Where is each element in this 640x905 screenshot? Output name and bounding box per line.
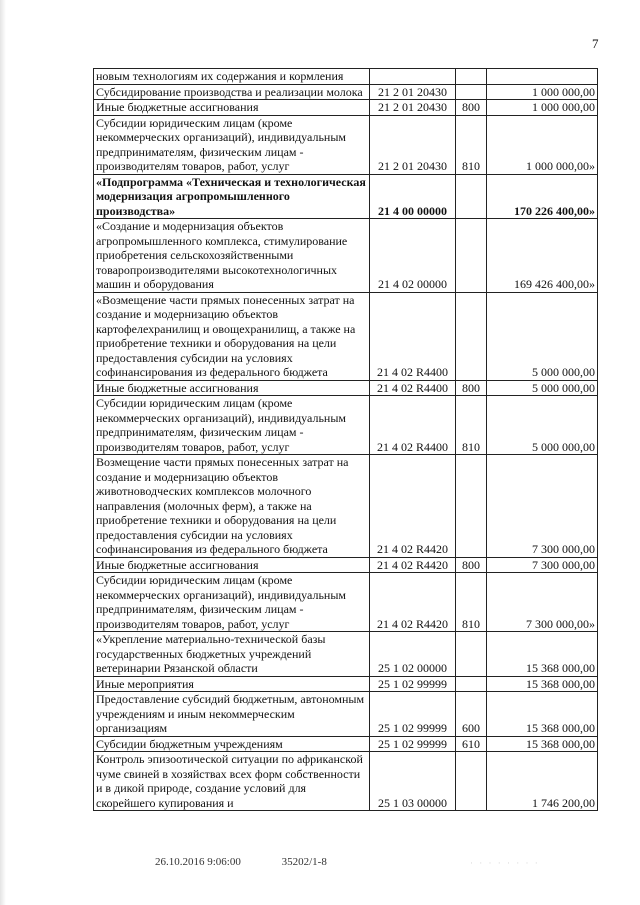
table-row <box>94 455 598 558</box>
row-expense-type: 810 <box>456 396 487 455</box>
row-sum: 15 368 000,00 <box>487 692 598 737</box>
row-expense-type <box>456 632 487 677</box>
row-name: Иные мероприятия <box>94 676 370 692</box>
table-row <box>94 752 598 811</box>
row-code: 21 2 01 20430 <box>370 100 456 116</box>
row-sum: 15 368 000,00 <box>487 676 598 692</box>
row-name: «Возмещение части прямых понесенных затрат на создание и модернизацию объектов картофелехранилищ и овощехранилищ, а также на приобретение техники и оборудования на цели предоставления субсидии на условиях софинансирования из федерального бюджета <box>94 292 370 380</box>
row-expense-type: 800 <box>456 557 487 573</box>
row-name: Предоставление субсидий бюджетным, автономным учреждениям и иным некоммерческим организациям <box>94 692 370 737</box>
row-name: Иные бюджетные ассигнования <box>94 380 370 396</box>
table-row <box>94 292 598 380</box>
row-sum: 5 000 000,00 <box>487 292 598 380</box>
row-expense-type <box>456 455 487 558</box>
row-code: 21 4 00 00000 <box>370 174 456 219</box>
table-row <box>94 100 598 116</box>
row-code: 21 4 02 R4420 <box>370 455 456 558</box>
table-row <box>94 676 598 692</box>
row-sum: 15 368 000,00 <box>487 632 598 677</box>
row-sum: 170 226 400,00» <box>487 174 598 219</box>
row-sum: 5 000 000,00 <box>487 396 598 455</box>
row-expense-type: 600 <box>456 692 487 737</box>
row-code: 21 2 01 20430 <box>370 84 456 100</box>
footer-date: 26.10.2016 9:06:00 <box>155 856 241 868</box>
row-name: Субсидии юридическим лицам (кроме некоммерческих организаций), индивидуальным предпринимателям, физическим лицам - производителям товаров, работ, услуг <box>94 396 370 455</box>
page-number: 7 <box>592 36 599 51</box>
row-expense-type: 610 <box>456 736 487 752</box>
row-code: 25 1 02 99999 <box>370 692 456 737</box>
footer-doc-id: 35202/1-8 <box>281 856 327 868</box>
row-sum: 7 300 000,00 <box>487 557 598 573</box>
row-code: 21 4 02 R4400 <box>370 396 456 455</box>
row-expense-type: 800 <box>456 380 487 396</box>
row-name: Субсидии бюджетным учреждениям <box>94 736 370 752</box>
table-row <box>94 692 598 737</box>
row-sum: 1 000 000,00» <box>487 115 598 174</box>
row-sum: 1 000 000,00 <box>487 84 598 100</box>
budget-table <box>93 68 598 811</box>
row-code: 21 2 01 20430 <box>370 115 456 174</box>
table-row <box>94 69 598 85</box>
scan-edge <box>0 0 6 905</box>
row-name: «Укрепление материально-технической базы государственных бюджетных учреждений ветеринарии Рязанской области <box>94 632 370 677</box>
row-code <box>370 69 456 85</box>
row-code: 21 4 02 R4420 <box>370 557 456 573</box>
row-code: 21 4 02 00000 <box>370 219 456 293</box>
row-code: 25 1 02 99999 <box>370 736 456 752</box>
row-expense-type <box>456 69 487 85</box>
table-row <box>94 219 598 293</box>
row-name: Субсидии юридическим лицам (кроме некоммерческих организаций), индивидуальным предпринимателям, физическим лицам - производителям товаров, работ, услуг <box>94 115 370 174</box>
row-code: 25 1 02 00000 <box>370 632 456 677</box>
row-name: Иные бюджетные ассигнования <box>94 557 370 573</box>
row-sum: 169 426 400,00» <box>487 219 598 293</box>
row-name: Контроль эпизоотической ситуации по африканской чуме свиней в хозяйствах всех форм собственности и в дикой природе, создание условий для скорейшего купирования и <box>94 752 370 811</box>
row-name: Иные бюджетные ассигнования <box>94 100 370 116</box>
row-name: новым технологиям их содержания и кормления <box>94 69 370 85</box>
scan-noise: · · · · · · · · <box>470 858 540 868</box>
row-expense-type <box>456 84 487 100</box>
table-row <box>94 632 598 677</box>
row-expense-type <box>456 752 487 811</box>
table-row <box>94 380 598 396</box>
footer <box>155 856 365 868</box>
row-name: Субсидирование производства и реализации молока <box>94 84 370 100</box>
table-row <box>94 115 598 174</box>
row-name: «Подпрограмма «Техническая и технологическая модернизация агропромышленного производства» <box>94 174 370 219</box>
row-sum: 7 300 000,00» <box>487 573 598 632</box>
row-expense-type <box>456 676 487 692</box>
row-sum: 1 000 000,00 <box>487 100 598 116</box>
table-row <box>94 736 598 752</box>
row-name: «Создание и модернизация объектов агропромышленного комплекса, стимулирование приобретения сельскохозяйственными товаропроизводителями высокотехнологичных машин и оборудования <box>94 219 370 293</box>
row-expense-type <box>456 174 487 219</box>
row-name: Субсидии юридическим лицам (кроме некоммерческих организаций), индивидуальным предпринимателям, физическим лицам - производителям товаров, работ, услуг <box>94 573 370 632</box>
row-code: 21 4 02 R4420 <box>370 573 456 632</box>
row-expense-type <box>456 219 487 293</box>
row-expense-type: 800 <box>456 100 487 116</box>
table-row <box>94 573 598 632</box>
row-code: 21 4 02 R4400 <box>370 380 456 396</box>
row-expense-type: 810 <box>456 573 487 632</box>
row-code: 21 4 02 R4400 <box>370 292 456 380</box>
table-row <box>94 557 598 573</box>
table-row <box>94 396 598 455</box>
row-expense-type: 810 <box>456 115 487 174</box>
row-code: 25 1 02 99999 <box>370 676 456 692</box>
row-code: 25 1 03 00000 <box>370 752 456 811</box>
row-name: Возмещение части прямых понесенных затрат на создание и модернизацию объектов животноводческих комплексов молочного направления (молочных ферм), а также на приобретение техники и оборудования на цели предоставления субсидии на условиях софинансирования из федерального бюджета <box>94 455 370 558</box>
table-row <box>94 84 598 100</box>
row-sum <box>487 69 598 85</box>
row-sum: 7 300 000,00 <box>487 455 598 558</box>
row-sum: 15 368 000,00 <box>487 736 598 752</box>
row-expense-type <box>456 292 487 380</box>
table-row <box>94 174 598 219</box>
row-sum: 5 000 000,00 <box>487 380 598 396</box>
row-sum: 1 746 200,00 <box>487 752 598 811</box>
budget-table-body <box>94 69 598 811</box>
